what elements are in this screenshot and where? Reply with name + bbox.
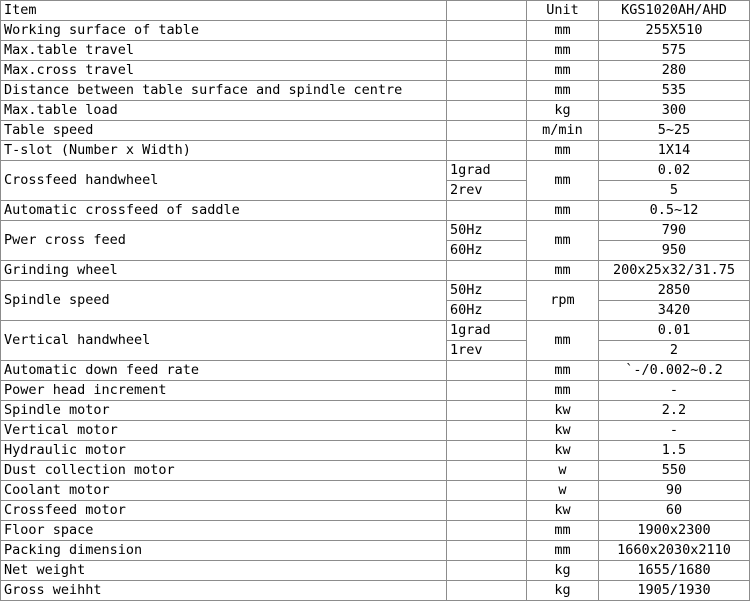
spec-row — [1, 541, 750, 561]
sub-header-blank — [447, 1, 527, 21]
spec-sub-label: 60Hz — [447, 301, 527, 321]
spec-item: Gross weihht — [1, 581, 447, 601]
spec-row — [1, 401, 750, 421]
spec-row — [1, 361, 750, 381]
spec-item: Net weight — [1, 561, 447, 581]
spec-sub-blank — [447, 581, 527, 601]
spec-item: Grinding wheel — [1, 261, 447, 281]
spec-value: 2850 — [599, 281, 750, 301]
spec-sub-label: 50Hz — [447, 221, 527, 241]
spec-item: Spindle speed — [1, 281, 447, 321]
spec-item: Hydraulic motor — [1, 441, 447, 461]
spec-item: Working surface of table — [1, 21, 447, 41]
spec-item: Floor space — [1, 521, 447, 541]
spec-row — [1, 381, 750, 401]
spec-unit: mm — [527, 381, 599, 401]
spec-item: Distance between table surface and spindle centre — [1, 81, 447, 101]
spec-unit: mm — [527, 201, 599, 221]
spec-row — [1, 521, 750, 541]
spec-row — [1, 281, 750, 301]
spec-unit: mm — [527, 21, 599, 41]
spec-sub-blank — [447, 561, 527, 581]
spec-item: Packing dimension — [1, 541, 447, 561]
spec-sub-blank — [447, 461, 527, 481]
spec-unit: kw — [527, 441, 599, 461]
spec-unit: mm — [527, 361, 599, 381]
spec-value: - — [599, 421, 750, 441]
spec-row — [1, 561, 750, 581]
spec-value: 200x25x32/31.75 — [599, 261, 750, 281]
spec-row — [1, 141, 750, 161]
spec-row — [1, 481, 750, 501]
spec-sub-blank — [447, 521, 527, 541]
spec-sub-label: 2rev — [447, 181, 527, 201]
spec-unit: mm — [527, 221, 599, 261]
spec-sub-blank — [447, 361, 527, 381]
spec-unit: mm — [527, 41, 599, 61]
spec-row — [1, 321, 750, 341]
spec-sub-label: 1rev — [447, 341, 527, 361]
spec-value: `-/0.002~0.2 — [599, 361, 750, 381]
unit-header: Unit — [527, 1, 599, 21]
spec-value: 255X510 — [599, 21, 750, 41]
spec-row — [1, 441, 750, 461]
spec-item: Max.table travel — [1, 41, 447, 61]
spec-unit: mm — [527, 161, 599, 201]
spec-unit: kw — [527, 421, 599, 441]
spec-row — [1, 261, 750, 281]
spec-value: 1660x2030x2110 — [599, 541, 750, 561]
spec-value: 2.2 — [599, 401, 750, 421]
spec-item: Vertical motor — [1, 421, 447, 441]
spec-row — [1, 81, 750, 101]
spec-unit: kg — [527, 561, 599, 581]
spec-row — [1, 101, 750, 121]
spec-value: 5 — [599, 181, 750, 201]
spec-value: 60 — [599, 501, 750, 521]
spec-unit: kg — [527, 581, 599, 601]
spec-unit: w — [527, 481, 599, 501]
spec-item: Dust collection motor — [1, 461, 447, 481]
spec-unit: w — [527, 461, 599, 481]
spec-unit: kg — [527, 101, 599, 121]
spec-unit: kw — [527, 401, 599, 421]
spec-item: Max.cross travel — [1, 61, 447, 81]
spec-value: 0.02 — [599, 161, 750, 181]
spec-value: 535 — [599, 81, 750, 101]
spec-value: 3420 — [599, 301, 750, 321]
spec-value: 1905/1930 — [599, 581, 750, 601]
spec-sub-blank — [447, 441, 527, 461]
spec-unit: m/min — [527, 121, 599, 141]
spec-sub-blank — [447, 381, 527, 401]
spec-sub-blank — [447, 141, 527, 161]
spec-unit: rpm — [527, 281, 599, 321]
spec-item: Table speed — [1, 121, 447, 141]
spec-row — [1, 461, 750, 481]
spec-row — [1, 21, 750, 41]
spec-value: 950 — [599, 241, 750, 261]
header-row — [1, 1, 750, 21]
item-header: Item — [1, 1, 447, 21]
spec-item: Coolant motor — [1, 481, 447, 501]
spec-sub-blank — [447, 21, 527, 41]
spec-value: 1X14 — [599, 141, 750, 161]
spec-value: 1.5 — [599, 441, 750, 461]
spec-sub-label: 1grad — [447, 161, 527, 181]
spec-row — [1, 121, 750, 141]
spec-value: 550 — [599, 461, 750, 481]
spec-sub-blank — [447, 81, 527, 101]
spec-unit: mm — [527, 521, 599, 541]
spec-item: T-slot (Number x Width) — [1, 141, 447, 161]
spec-value: 90 — [599, 481, 750, 501]
spec-sub-blank — [447, 61, 527, 81]
spec-unit: mm — [527, 141, 599, 161]
spec-value: - — [599, 381, 750, 401]
spec-sub-blank — [447, 541, 527, 561]
spec-unit: mm — [527, 321, 599, 361]
spec-row — [1, 161, 750, 181]
spec-unit: kw — [527, 501, 599, 521]
spec-item: Max.table load — [1, 101, 447, 121]
spec-value: 790 — [599, 221, 750, 241]
spec-sub-blank — [447, 41, 527, 61]
spec-sub-blank — [447, 201, 527, 221]
spec-value: 0.01 — [599, 321, 750, 341]
spec-item: Pwer cross feed — [1, 221, 447, 261]
spec-item: Power head increment — [1, 381, 447, 401]
spec-value: 5~25 — [599, 121, 750, 141]
spec-sub-label: 50Hz — [447, 281, 527, 301]
spec-row — [1, 61, 750, 81]
spec-sub-label: 1grad — [447, 321, 527, 341]
spec-sub-blank — [447, 401, 527, 421]
spec-value: 280 — [599, 61, 750, 81]
spec-sub-blank — [447, 501, 527, 521]
spec-unit: mm — [527, 261, 599, 281]
spec-item: Automatic down feed rate — [1, 361, 447, 381]
spec-unit: mm — [527, 81, 599, 101]
spec-sub-blank — [447, 101, 527, 121]
spec-row — [1, 201, 750, 221]
spec-value: 1900x2300 — [599, 521, 750, 541]
spec-row — [1, 421, 750, 441]
spec-item: Vertical handwheel — [1, 321, 447, 361]
spec-row — [1, 581, 750, 601]
spec-item: Crossfeed handwheel — [1, 161, 447, 201]
spec-sub-blank — [447, 121, 527, 141]
spec-value: 2 — [599, 341, 750, 361]
spec-item: Spindle motor — [1, 401, 447, 421]
spec-row — [1, 221, 750, 241]
spec-value: 1655/1680 — [599, 561, 750, 581]
spec-item: Crossfeed motor — [1, 501, 447, 521]
spec-sub-blank — [447, 261, 527, 281]
model-header: KGS1020AH/AHD — [599, 1, 750, 21]
spec-sub-blank — [447, 481, 527, 501]
spec-value: 0.5~12 — [599, 201, 750, 221]
spec-unit: mm — [527, 61, 599, 81]
spec-row — [1, 501, 750, 521]
spec-sub-blank — [447, 421, 527, 441]
spec-item: Automatic crossfeed of saddle — [1, 201, 447, 221]
spec-row — [1, 41, 750, 61]
spec-unit: mm — [527, 541, 599, 561]
spec-value: 300 — [599, 101, 750, 121]
spec-sub-label: 60Hz — [447, 241, 527, 261]
spec-value: 575 — [599, 41, 750, 61]
